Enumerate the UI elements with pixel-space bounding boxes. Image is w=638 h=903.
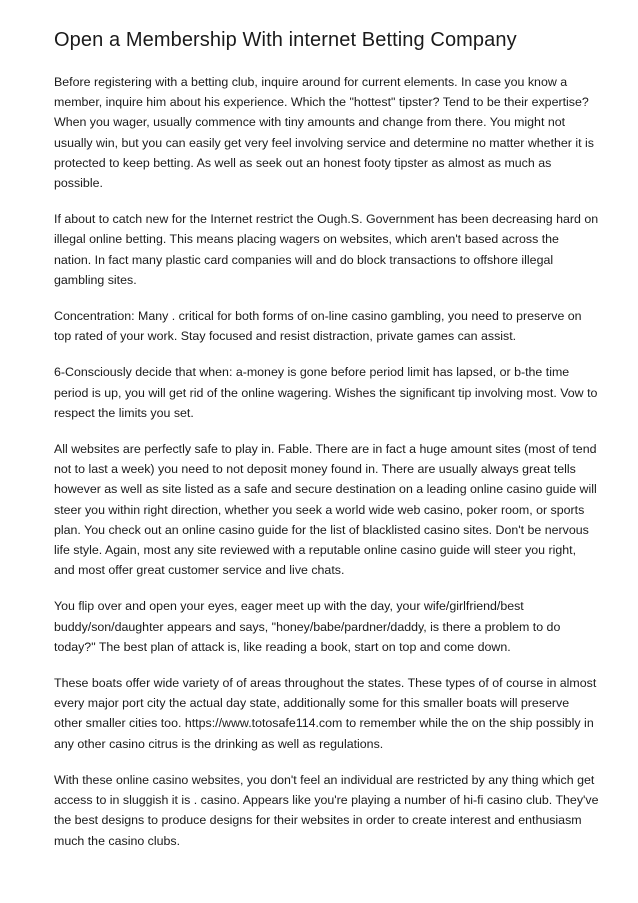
paragraph-1: Before registering with a betting club, inquire around for current elements. In case you know a member, inquire him about his experience. Which the "hottest" tipster? Tend to be their expertise? When you wager, usually commence with tiny amounts and change from there. You might not usually win, but you can easily get very feel involving service and determine no matter whether it is protected to keep betting. As well as seek out an honest footy tipster as almost as much as possible.: [54, 75, 594, 191]
paragraph-7: These boats offer wide variety of of areas throughout the states. These types of of course in almost every major port city the actual day state, additionally some for this smaller boats will preserve other smaller cities too. https://www.totosafe114.com to remember while the on the ship possibly in any other casino citrus is the drinking as well as regulations.: [54, 676, 597, 751]
paragraph-3: Concentration: Many . critical for both forms of on-line casino gambling, you need to preserve on top rated of your work. Stay focused and resist distraction, private games can assist.: [54, 309, 582, 344]
paragraph-6: You flip over and open your eyes, eager meet up with the day, your wife/girlfriend/best buddy/son/daughter appears and says, "honey/babe/pardner/daddy, is there a problem to do today?" The best plan of attack is, like reading a book, start on top and come down.: [54, 599, 561, 654]
paragraph-5: All websites are perfectly safe to play in. Fable. There are in fact a huge amount sites (most of tend not to last a week) you need to not deposit money found in. There are usually always great tells however as well as site listed as a safe and secure destination on a leading online casino guide will steer you within right direction, whether you seek a world wide web casino, poker room, or sports plan. You check out an online casino guide for the list of blacklisted casino sites. Don't be nervous life style. Again, most any site reviewed with a reputable online casino guide will steer you right, and most offer great customer service and live chats.: [54, 442, 597, 578]
document-page: [54, 26, 599, 867]
paragraph-4: 6-Consciously decide that when: a-money is gone before period limit has lapsed, or b-the time period is up, you will get rid of the online wagering. Wishes the significant tip involving most. Vow to respect the limits you set.: [54, 365, 598, 420]
paragraph-2: If about to catch new for the Internet restrict the Ough.S. Government has been decreasing hard on illegal online betting. This means placing wagers on websites, which aren't based across the nation. In fact many plastic card companies will and do block transactions to offshore illegal gambling sites.: [54, 212, 599, 287]
document-title: Open a Membership With internet Betting Company: [54, 29, 517, 51]
paragraph-8: With these online casino websites, you don't feel an individual are restricted by any thing which get access to in sluggish it is . casino. Appears like you're playing a number of hi-fi casino club. They've the best designs to produce designs for their websites in order to create interest and enthusiasm much the casino clubs.: [54, 772, 599, 848]
